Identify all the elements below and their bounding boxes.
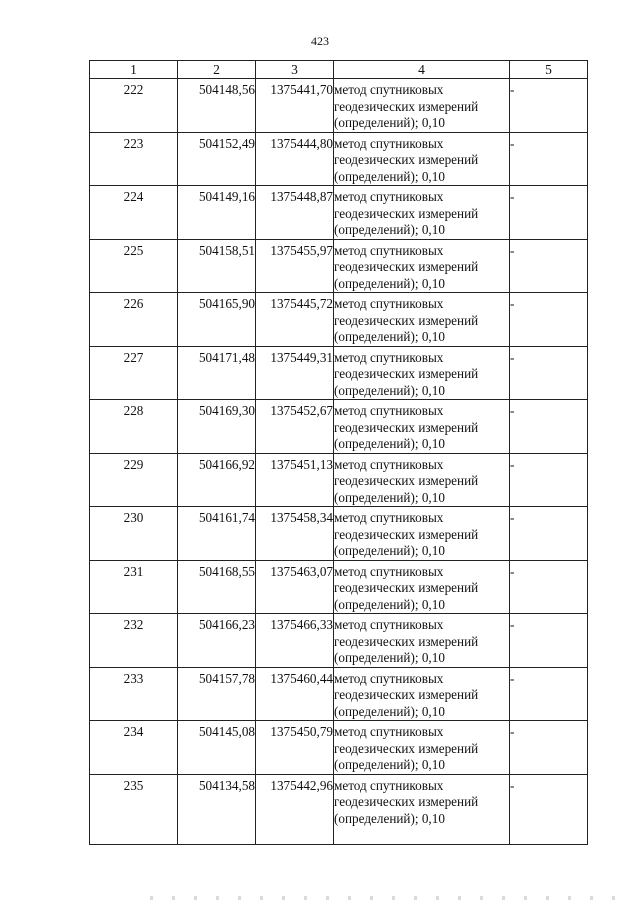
y-coordinate-cell: 1375463,07 <box>256 560 334 614</box>
point-number-cell: 224 <box>90 186 178 240</box>
method-line: (определений); 0,10 <box>334 382 445 398</box>
y-coordinate-cell: 1375444,80 <box>256 132 334 186</box>
method-cell <box>334 79 510 133</box>
method-line: (определений); 0,10 <box>334 596 445 612</box>
method-line: геодезических измерений <box>334 580 479 595</box>
y-coordinate-cell: 1375445,72 <box>256 293 334 347</box>
scan-artifact-footer <box>150 896 630 900</box>
note-cell: - <box>510 132 588 186</box>
x-coordinate-cell: 504149,16 <box>178 186 256 240</box>
note-cell: - <box>510 721 588 775</box>
y-coordinate-cell: 1375451,13 <box>256 453 334 507</box>
x-coordinate-cell: 504169,30 <box>178 400 256 454</box>
method-line: (определений); 0,10 <box>334 810 445 826</box>
note-cell: - <box>510 614 588 668</box>
method-line: геодезических измерений <box>334 205 479 221</box>
y-coordinate-cell: 1375448,87 <box>256 186 334 240</box>
note-cell: - <box>510 79 588 133</box>
table-row <box>90 132 588 186</box>
method-cell <box>334 132 510 186</box>
method-line: (определений); 0,10 <box>334 489 445 505</box>
point-number-cell: 228 <box>90 400 178 454</box>
y-coordinate-cell: 1375460,44 <box>256 667 334 721</box>
method-line: геодезических измерений <box>334 633 479 649</box>
table-body <box>90 79 588 845</box>
method-cell <box>334 614 510 668</box>
y-coordinate-cell: 1375442,96 <box>256 774 334 844</box>
y-coordinate-cell: 1375455,97 <box>256 239 334 293</box>
table-row <box>90 560 588 614</box>
point-number-cell: 232 <box>90 614 178 668</box>
method-line: (определений); 0,10 <box>334 543 445 558</box>
method-cell <box>334 560 510 614</box>
note-cell: - <box>510 560 588 614</box>
method-line: (определений); 0,10 <box>334 275 445 291</box>
y-coordinate-cell: 1375450,79 <box>256 721 334 775</box>
table-row <box>90 774 588 844</box>
method-line: (определений); 0,10 <box>334 703 445 719</box>
column-header: 4 <box>334 61 510 79</box>
table-row <box>90 346 588 400</box>
column-header: 3 <box>256 61 334 79</box>
method-cell <box>334 293 510 347</box>
method-line: метод спутниковых <box>334 403 444 418</box>
x-coordinate-cell: 504168,55 <box>178 560 256 614</box>
method-line: метод спутниковых <box>334 349 444 365</box>
x-coordinate-cell: 504158,51 <box>178 239 256 293</box>
method-line: геодезических измерений <box>334 312 479 328</box>
table-row <box>90 667 588 721</box>
point-number-cell: 225 <box>90 239 178 293</box>
x-coordinate-cell: 504152,49 <box>178 132 256 186</box>
method-cell <box>334 667 510 721</box>
method-line: геодезических измерений <box>334 259 479 274</box>
method-cell <box>334 453 510 507</box>
method-cell <box>334 346 510 400</box>
method-line: метод спутниковых <box>334 670 444 686</box>
point-number-cell: 234 <box>90 721 178 775</box>
method-line: (определений); 0,10 <box>334 329 445 344</box>
method-line: (определений); 0,10 <box>334 650 445 665</box>
note-cell: - <box>510 507 588 561</box>
method-line: геодезических измерений <box>334 526 479 542</box>
point-number-cell: 223 <box>90 132 178 186</box>
column-header: 1 <box>90 61 178 79</box>
note-cell: - <box>510 346 588 400</box>
table-row <box>90 79 588 133</box>
point-number-cell: 229 <box>90 453 178 507</box>
column-header: 2 <box>178 61 256 79</box>
y-coordinate-cell: 1375441,70 <box>256 79 334 133</box>
method-line: метод спутниковых <box>334 724 444 739</box>
point-number-cell: 230 <box>90 507 178 561</box>
method-cell <box>334 507 510 561</box>
y-coordinate-cell: 1375449,31 <box>256 346 334 400</box>
method-line: метод спутниковых <box>334 296 444 311</box>
page-number: 423 <box>311 34 329 48</box>
method-line: геодезических измерений <box>334 419 479 435</box>
table-row <box>90 453 588 507</box>
method-line: геодезических измерений <box>334 473 479 488</box>
method-line: метод спутниковых <box>334 510 444 525</box>
point-number-cell: 227 <box>90 346 178 400</box>
method-line: геодезических измерений <box>334 687 479 702</box>
method-line: геодезических измерений <box>334 740 479 756</box>
method-line: (определений); 0,10 <box>334 222 445 237</box>
method-line: метод спутниковых <box>334 456 444 472</box>
note-cell: - <box>510 667 588 721</box>
coordinates-table <box>89 60 588 845</box>
method-line: метод спутниковых <box>334 617 444 632</box>
method-line: (определений); 0,10 <box>334 115 445 130</box>
method-line: метод спутниковых <box>334 82 444 97</box>
method-line: метод спутниковых <box>334 135 444 151</box>
method-line: метод спутниковых <box>334 242 444 258</box>
method-cell <box>334 400 510 454</box>
x-coordinate-cell: 504166,23 <box>178 614 256 668</box>
method-cell <box>334 721 510 775</box>
method-line: геодезических измерений <box>334 366 479 381</box>
x-coordinate-cell: 504165,90 <box>178 293 256 347</box>
table-row <box>90 721 588 775</box>
x-coordinate-cell: 504161,74 <box>178 507 256 561</box>
method-cell <box>334 239 510 293</box>
method-line: геодезических измерений <box>334 152 479 167</box>
method-line: (определений); 0,10 <box>334 757 445 772</box>
method-cell <box>334 774 510 844</box>
table-row <box>90 614 588 668</box>
table-header-row <box>90 61 588 79</box>
table-row <box>90 400 588 454</box>
method-line: геодезических измерений <box>334 794 479 809</box>
method-line: метод спутниковых <box>334 189 444 204</box>
y-coordinate-cell: 1375466,33 <box>256 614 334 668</box>
note-cell: - <box>510 186 588 240</box>
note-cell: - <box>510 774 588 844</box>
x-coordinate-cell: 504148,56 <box>178 79 256 133</box>
x-coordinate-cell: 504134,58 <box>178 774 256 844</box>
method-line: геодезических измерений <box>334 98 479 114</box>
table-row <box>90 239 588 293</box>
point-number-cell: 233 <box>90 667 178 721</box>
y-coordinate-cell: 1375458,34 <box>256 507 334 561</box>
column-header: 5 <box>510 61 588 79</box>
x-coordinate-cell: 504171,48 <box>178 346 256 400</box>
point-number-cell: 222 <box>90 79 178 133</box>
note-cell: - <box>510 400 588 454</box>
x-coordinate-cell: 504145,08 <box>178 721 256 775</box>
table-row <box>90 507 588 561</box>
method-line: (определений); 0,10 <box>334 436 445 451</box>
note-cell: - <box>510 453 588 507</box>
point-number-cell: 235 <box>90 774 178 844</box>
method-cell <box>334 186 510 240</box>
method-line: (определений); 0,10 <box>334 168 445 184</box>
point-number-cell: 231 <box>90 560 178 614</box>
method-line: метод спутниковых <box>334 777 444 793</box>
point-number-cell: 226 <box>90 293 178 347</box>
y-coordinate-cell: 1375452,67 <box>256 400 334 454</box>
table-row <box>90 186 588 240</box>
note-cell: - <box>510 239 588 293</box>
x-coordinate-cell: 504166,92 <box>178 453 256 507</box>
note-cell: - <box>510 293 588 347</box>
table-row <box>90 293 588 347</box>
x-coordinate-cell: 504157,78 <box>178 667 256 721</box>
method-line: метод спутниковых <box>334 563 444 579</box>
